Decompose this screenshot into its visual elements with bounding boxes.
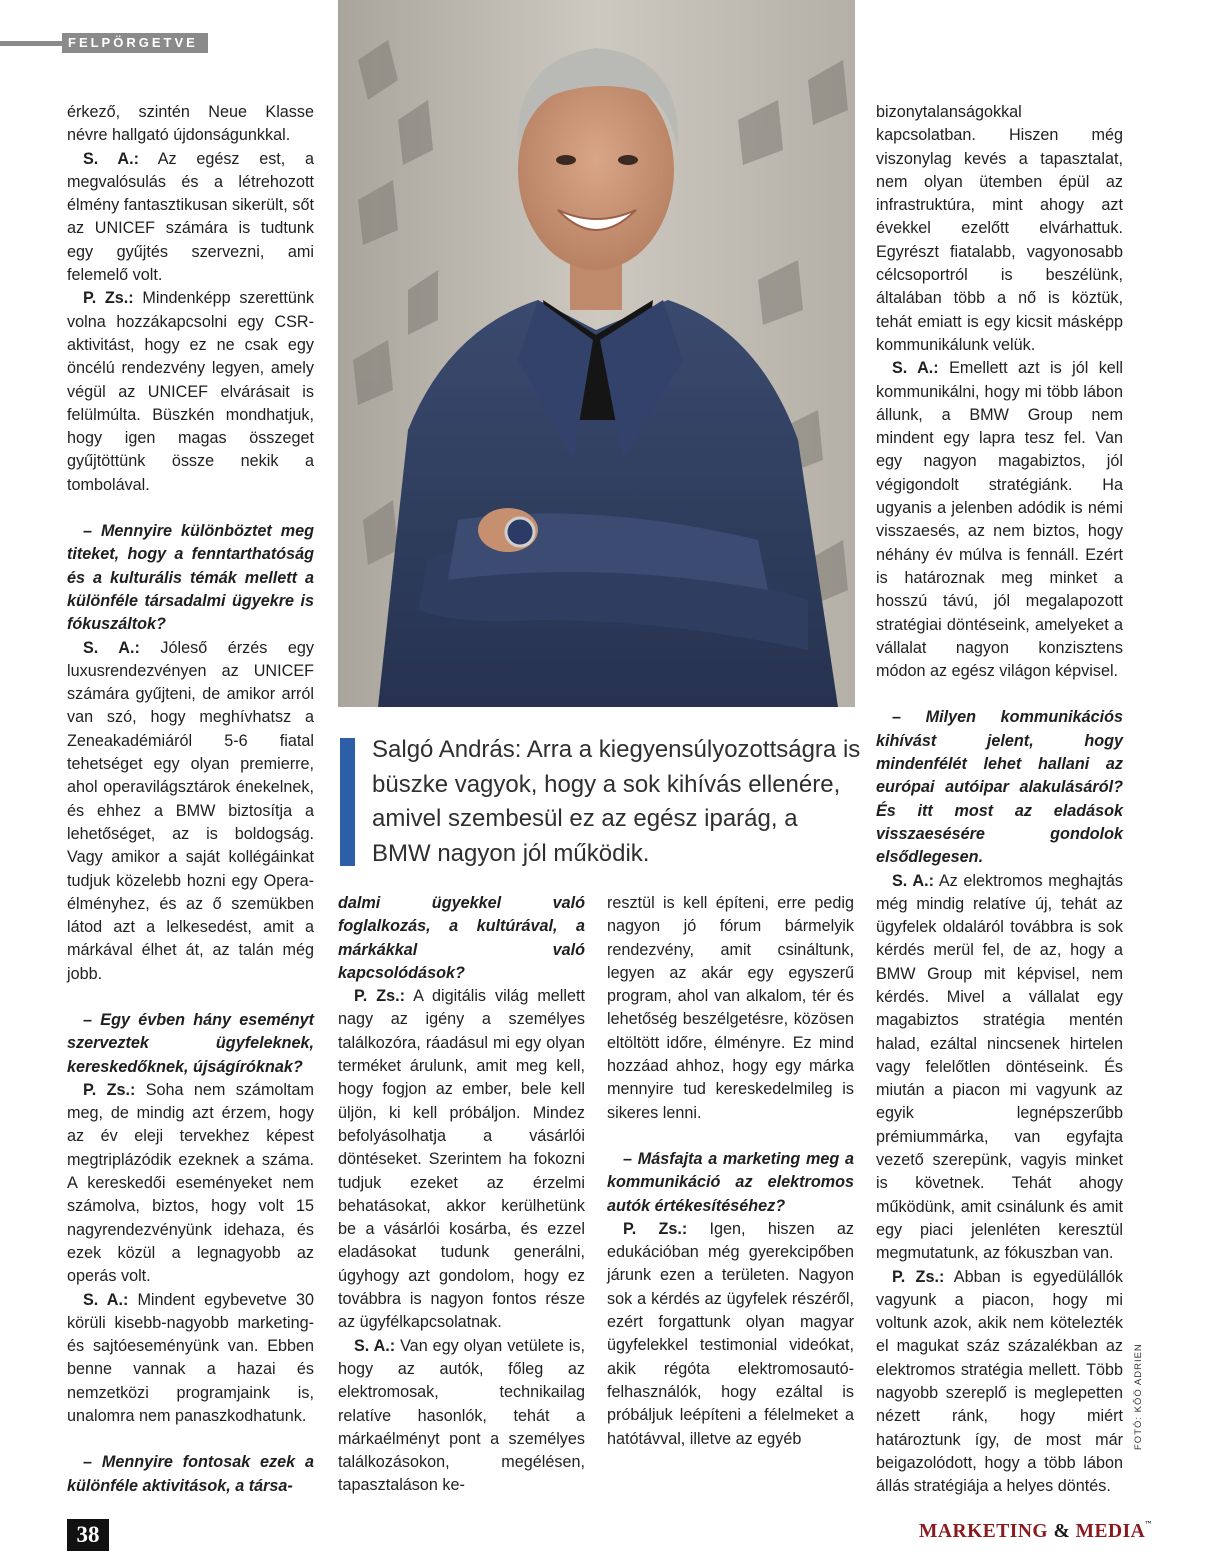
speaker-label: S. A.: — [83, 638, 140, 657]
paragraph-text: Az egész est, a megvalósulás és a létrehozott élmény fantasztikusan sikerült, sőt az UNICEF számára is tudtunk egy gyűjtés szervezni, ami felemelő volt. — [67, 149, 314, 285]
brand-tm: ™ — [1145, 1521, 1152, 1527]
interview-question: – Mennyire fontosak ezek a különféle aktivitások, a társa- — [67, 1453, 314, 1495]
speaker-label: P. Zs.: — [354, 987, 405, 1006]
interview-question: dalmi ügyekkel való foglalkozás, a kultúrával, a márkákkal való kapcsolódások? — [338, 894, 585, 982]
photo-credit: FOTÓ: KŐÖ ADRIEN — [1133, 1343, 1144, 1450]
speaker-label: S. A.: — [892, 871, 934, 890]
speaker-label: P. Zs.: — [623, 1219, 688, 1238]
paragraph-text: Emellett azt is jól kell kommunikálni, hogy mi több lábon állunk, a BMW Group nem mindent egy lapra tesz fel. Van egy nagyon magabiztos, jól végigondolt stratégiánk. Ha ugyanis a jelenben adódik is némi visszaesés, az nem biztos, hogy néhány év múlva is fennáll. Ezért is határoznak meg minket a hosszú távú, jól megalapozott stratégiai döntéseink, amelyeket a vállalat nagyon konzisztens módon az egész világon képvisel. — [876, 359, 1123, 681]
interview-question: – Mennyire különböztet meg titeket, hogy a fenntarthatóság és a kulturális témák mellett a különféle társadalmi ügyekre is fókuszáltok? — [67, 522, 314, 634]
speaker-label: P. Zs.: — [83, 289, 134, 308]
speaker-label: P. Zs.: — [83, 1080, 136, 1099]
paragraph-text: Soha nem számoltam meg, de mindig azt érzem, hogy az év eleji tervekhez képest megtriplázódik ezeknek a száma. A kereskedői eseményeket nem számolva, biztos, hogy volt 15 nagyrendezvényünk idehaza, és ezek közül a legnagyobb az operás volt. — [67, 1080, 315, 1286]
paragraph-text: Mindent egybevetve 30 körüli kisebb-nagyobb marketing- és sajtóeseményünk van. Ebben benne vannak a hazai és nemzetközi programjaink is, unalomra nem panaszkodhatunk. — [67, 1290, 314, 1426]
section-label: FELPÖRGETVE — [62, 33, 208, 53]
speaker-label: P. Zs.: — [892, 1267, 945, 1286]
paragraph — [607, 1218, 854, 1451]
page-number: 38 — [67, 1519, 109, 1551]
interview-question: – Egy évben hány eseményt szerveztek ügyfeleknek, kereskedőknek, újságíróknak? — [67, 1010, 314, 1076]
article-column-1 — [67, 101, 314, 1498]
speaker-label: S. A.: — [83, 149, 139, 168]
portrait-illustration — [338, 0, 855, 707]
paragraph — [876, 357, 1123, 683]
paragraph-text: A digitális világ mellett nagy az igény a személyes találkozóra, ráadásul mi egy olyan terméket árulunk, amit meg kell, hogy fogjon az ember, bele kell üljön, ki kell próbáljon. Mindez befolyásolhatja a vásárlói döntéseket. Szerintem ha fokozni tudjuk ezeket az érzelmi behatásokat, akkor kerülhetünk be a vásárlói kosárba, és ezzel eladásokat tudunk generálni, úgyhogy azt gondolom, hogy ez továbbra is nagyon fontos része az ügyfélkapcsolatnak. — [338, 987, 586, 1332]
paragraph-text: Van egy olyan vetülete is, hogy az autók, főleg az elektromosak, technikailag relatíve hasonlók, tehát a márkaélményt pont a személyes találkozásokon, megélésen, tapasztaláson ke- — [338, 1336, 585, 1495]
paragraph-text: Igen, hiszen az edukációban még gyerekcipőben járunk ezen a területen. Nagyon sok a kérdés az ügyfelek részéről, ezért forgattunk olyan magyar ügyfelekkel testimonial videókat, akik régóta elektromosautó-felhasználók, hogy ezáltal is próbáljuk leépíteni a félelmeket a hatótávval, illetve az egyéb — [607, 1219, 854, 1448]
paragraph-text: Az elektromos meghajtás még mindig relatíve új, tehát az ügyfelek oldaláról továbbra is sok kérdés merül fel, de az, hogy a BMW Group mit képvisel, nem kérdés. Mivel a vállalat egy magabiztos stratégia mentén halad, ezáltal nincsenek hirtelen vagy felelőtlen döntéseink. És miután a piacon mi vagyunk az egyik legnépszerűbb prémiummárka, van egyfajta vezető szerepünk, vagyis minket is követnek. Tehát ahogy működünk, amit csinálunk és amit egy piaci jelenléten keresztül megmutatunk, az fókuszban van. — [876, 871, 1123, 1263]
paragraph: érkező, szintén Neue Klasse névre hallgató újdonságunkkal. — [67, 103, 314, 145]
paragraph — [67, 287, 314, 497]
paragraph — [876, 1266, 1123, 1499]
paragraph — [67, 1289, 314, 1429]
brand-part2: MEDIA — [1075, 1521, 1146, 1542]
article-column-4 — [876, 101, 1123, 1499]
brand-part1: MARKETING — [919, 1521, 1049, 1542]
brand-amp: & — [1053, 1521, 1071, 1542]
speaker-label: S. A.: — [83, 1290, 129, 1309]
paragraph — [67, 637, 314, 986]
paragraph — [876, 870, 1123, 1266]
interview-question: – Milyen kommunikációs kihívást jelent, hogy mindenfélét lehet hallani az európai autóipar alakulásáról? És itt most az eladások visszaesésére gondolok elsődlegesen. — [876, 708, 1123, 867]
interview-question: – Másfajta a marketing meg a kommunikáció az elektromos autók értékesítéséhez? — [607, 1149, 854, 1215]
paragraph — [338, 1335, 585, 1498]
article-column-2 — [338, 892, 585, 1498]
pull-quote-bar — [340, 738, 355, 866]
brand-logo — [919, 1521, 1152, 1543]
paragraph-text: Jóleső érzés egy luxusrendezvényen az UNICEF számára gyűjteni, de amikor arról van szó, hogy meghívhatsz a Zeneakadémiáról 5-6 fiatal tehetséget egy olyan premierre, ahol operavilágsztárok énekelnek, és ehhez a BMW biztosítja a lehetőséget, az is boldogság. Vagy amikor a saját kollégáinkat tudjuk közelebb hozni egy Opera-élményhez, és az ő szemükben látod azt a lelkesedést, amit a márkával élhet át, az talán még jobb. — [67, 638, 314, 983]
paragraph-text: Abban is egyedülállók vagyunk a piacon, hogy mi voltunk azok, akik nem kötelezték el magukat száz százalékban az elektromos stratégia mellett. Több nagyobb szereplő is meglepetten nézett ránk, hogy miért határoztunk így, de most már beigazolódott, hogy a több lábon állás stratégiája a helyes döntés. — [876, 1267, 1124, 1496]
speaker-label: S. A.: — [892, 359, 939, 378]
speaker-label: S. A.: — [354, 1336, 396, 1355]
article-column-3 — [607, 892, 854, 1451]
paragraph-text: Mindenképp szerettünk volna hozzákapcsolni egy CSR-aktivitást, hogy ez ne csak egy öncélú rendezvény legyen, amely végül az UNICEF elvárásait is felülmúlta. Büszkén mondhatjuk, hogy igen magas összeget gyűjtöttünk össze nekik a tombolával. — [67, 289, 314, 494]
paragraph — [338, 985, 585, 1334]
portrait-photo — [338, 0, 855, 707]
paragraph: resztül is kell építeni, erre pedig nagyon jó fórum bármelyik rendezvény, amit csináltunk, legyen az akár egy egyszerű program, ahol van alkalom, tér és lehetőség beszélgetésre, közösen eltöltött időre, élményre. Ez mind hozzáad ahhoz, hogy egy márka mennyire tud kereskedelmileg is sikeres lenni. — [607, 894, 854, 1122]
section-rule — [0, 41, 62, 46]
pull-quote: Salgó András: Arra a kiegyensúlyozottságra is büszke vagyok, hogy a sok kihívás ellenére, amivel szembesül ez az egész iparág, a BMW nagyon jól működik. — [372, 736, 861, 867]
paragraph: bizonytalanságokkal kapcsolatban. Hiszen még viszonylag kevés a tapasztalat, nem olyan ütemben épül az infrastruktúra, mint ahogy azt évekkel ezelőtt elvárhattuk. Egyrészt fiatalabb, vagyonosabb célcsoportról is beszélünk, általában több a nő is köztük, tehát emiatt is egy kicsit másképp kommunikálunk velük. — [876, 103, 1123, 354]
paragraph — [67, 148, 314, 288]
paragraph — [67, 1079, 314, 1289]
